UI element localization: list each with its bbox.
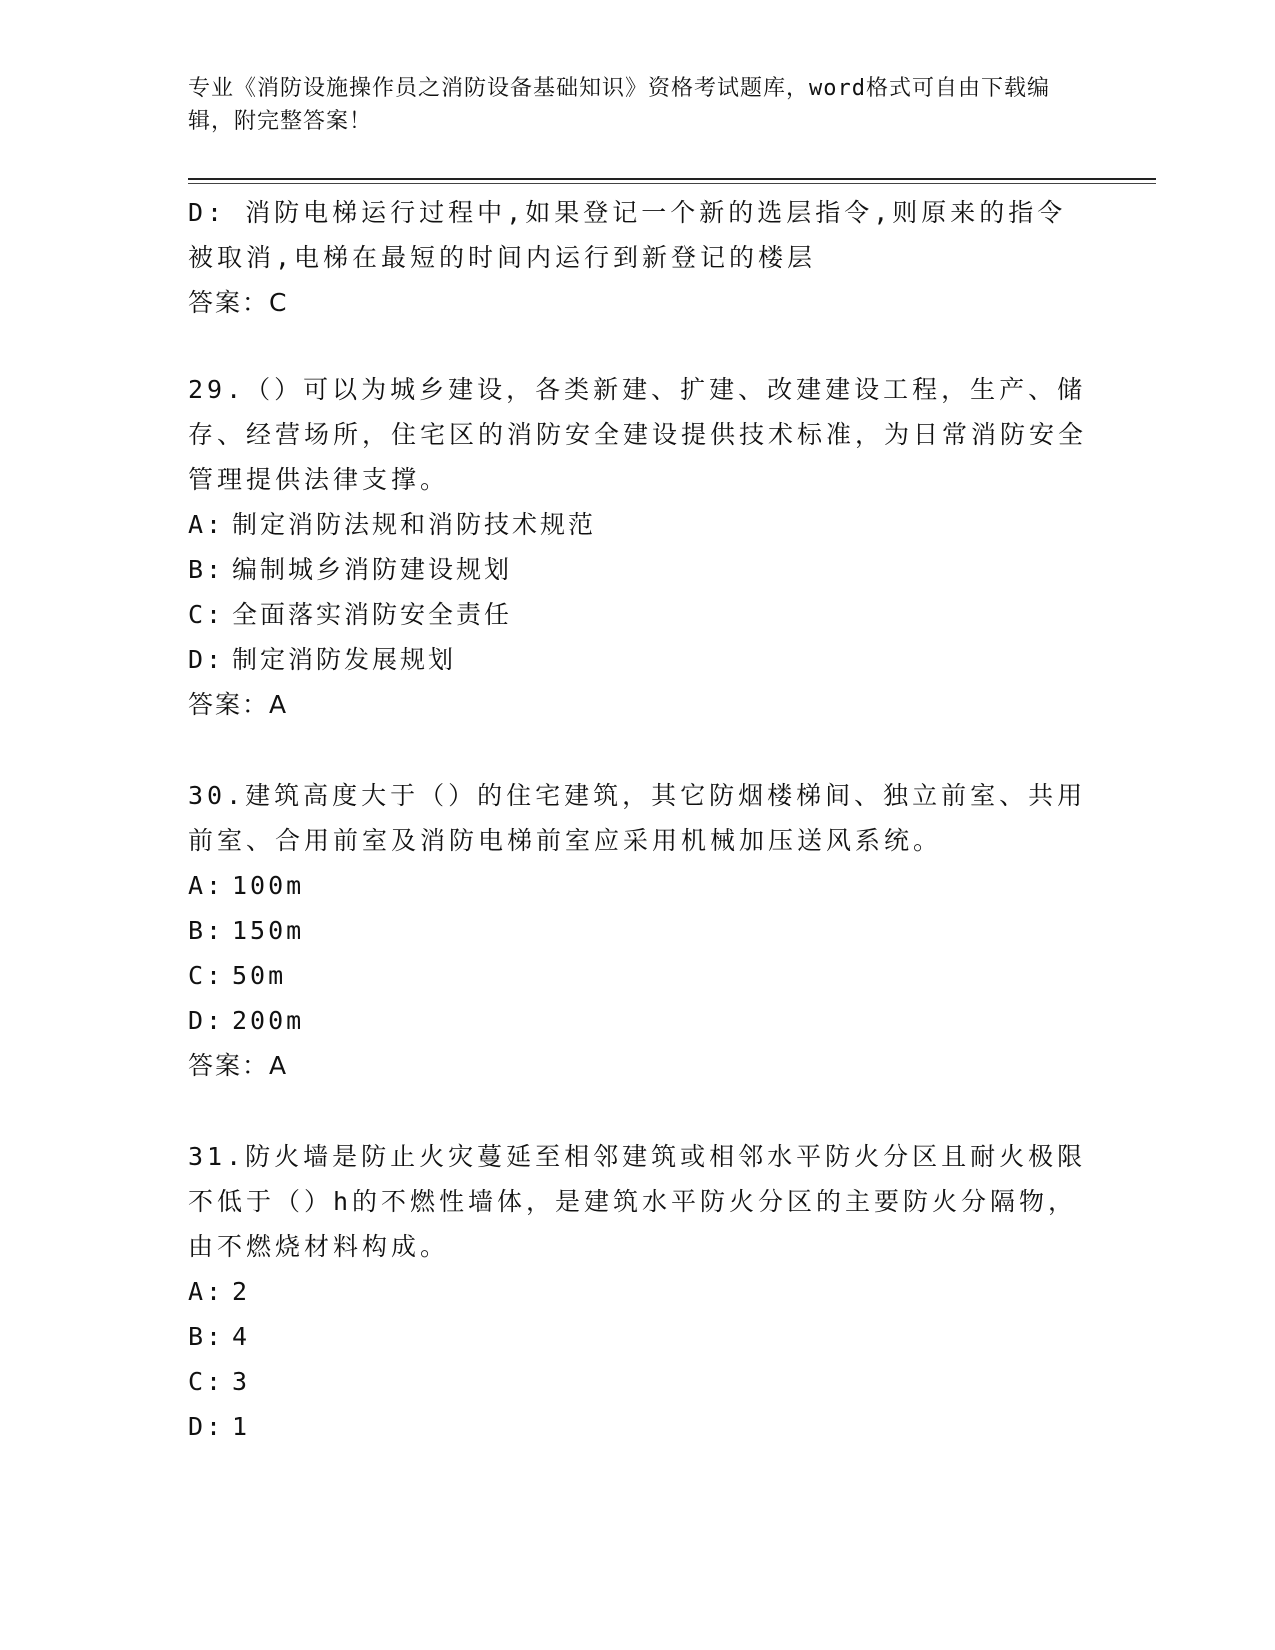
question-28-continuation xyxy=(188,190,1088,325)
header-rule-thin xyxy=(188,183,1156,184)
option-letter: D: xyxy=(188,1006,225,1035)
document-header: 专业《消防设施操作员之消防设备基础知识》资格考试题库，word格式可自由下载编辑，附完整答案！ xyxy=(188,76,1050,134)
option-letter: A: xyxy=(188,510,225,539)
option-text: 4 xyxy=(232,1322,251,1351)
option-a xyxy=(188,863,1088,908)
option-b xyxy=(188,908,1088,953)
option-letter: D: xyxy=(188,645,225,674)
option-letter: D: xyxy=(188,198,227,227)
option-b xyxy=(188,1314,1088,1359)
option-d xyxy=(188,637,1088,682)
header-rule-thick xyxy=(188,178,1156,180)
option-text: 200m xyxy=(232,1006,305,1035)
option-a xyxy=(188,502,1088,547)
option-text: 1 xyxy=(232,1412,251,1441)
option-c xyxy=(188,592,1088,637)
option-text: 50m xyxy=(232,961,287,990)
option-letter: C: xyxy=(188,1367,225,1396)
option-text: 3 xyxy=(232,1367,251,1396)
option-letter: A: xyxy=(188,1277,225,1306)
option-a xyxy=(188,1269,1088,1314)
option-text: 全面落实消防安全责任 xyxy=(232,600,513,629)
option-text: 制定消防法规和消防技术规范 xyxy=(232,510,597,539)
option-b xyxy=(188,547,1088,592)
option-c xyxy=(188,953,1088,998)
option-text: 消防电梯运行过程中,如果登记一个新的选层指令,则原来的指令被取消,电梯在最短的时间内运行到新登记的楼层 xyxy=(188,198,1067,272)
option-letter: B: xyxy=(188,916,225,945)
question-stem: 30.建筑高度大于（）的住宅建筑，其它防烟楼梯间、独立前室、共用前室、合用前室及消防电梯前室应采用机械加压送风系统。 xyxy=(188,781,1087,855)
option-letter: B: xyxy=(188,1322,225,1351)
option-d xyxy=(188,190,1088,280)
option-text: 100m xyxy=(232,871,305,900)
option-letter: D: xyxy=(188,1412,225,1441)
answer-line: 答案：A xyxy=(188,1051,289,1080)
question-stem: 29.（）可以为城乡建设，各类新建、扩建、改建建设工程，生产、储存、经营场所，住宅区的消防安全建设提供技术标准，为日常消防安全管理提供法律支撑。 xyxy=(188,375,1088,494)
option-letter: C: xyxy=(188,961,225,990)
question-31 xyxy=(188,1134,1088,1449)
answer-line: 答案：C xyxy=(188,288,289,317)
option-letter: C: xyxy=(188,600,225,629)
option-d xyxy=(188,998,1088,1043)
question-29 xyxy=(188,367,1088,727)
option-d xyxy=(188,1404,1088,1449)
question-stem: 31.防火墙是防止火灾蔓延至相邻建筑或相邻水平防火分区且耐火极限不低于（）h的不燃性墙体，是建筑水平防火分区的主要防火分隔物，由不燃烧材料构成。 xyxy=(188,1142,1087,1261)
answer-line: 答案：A xyxy=(188,690,289,719)
option-text: 150m xyxy=(232,916,305,945)
option-letter: A: xyxy=(188,871,225,900)
option-text: 制定消防发展规划 xyxy=(232,645,457,674)
question-list xyxy=(188,190,1088,1449)
option-letter: B: xyxy=(188,555,225,584)
option-c xyxy=(188,1359,1088,1404)
option-text: 2 xyxy=(232,1277,251,1306)
option-text: 编制城乡消防建设规划 xyxy=(232,555,513,584)
question-30 xyxy=(188,773,1088,1088)
